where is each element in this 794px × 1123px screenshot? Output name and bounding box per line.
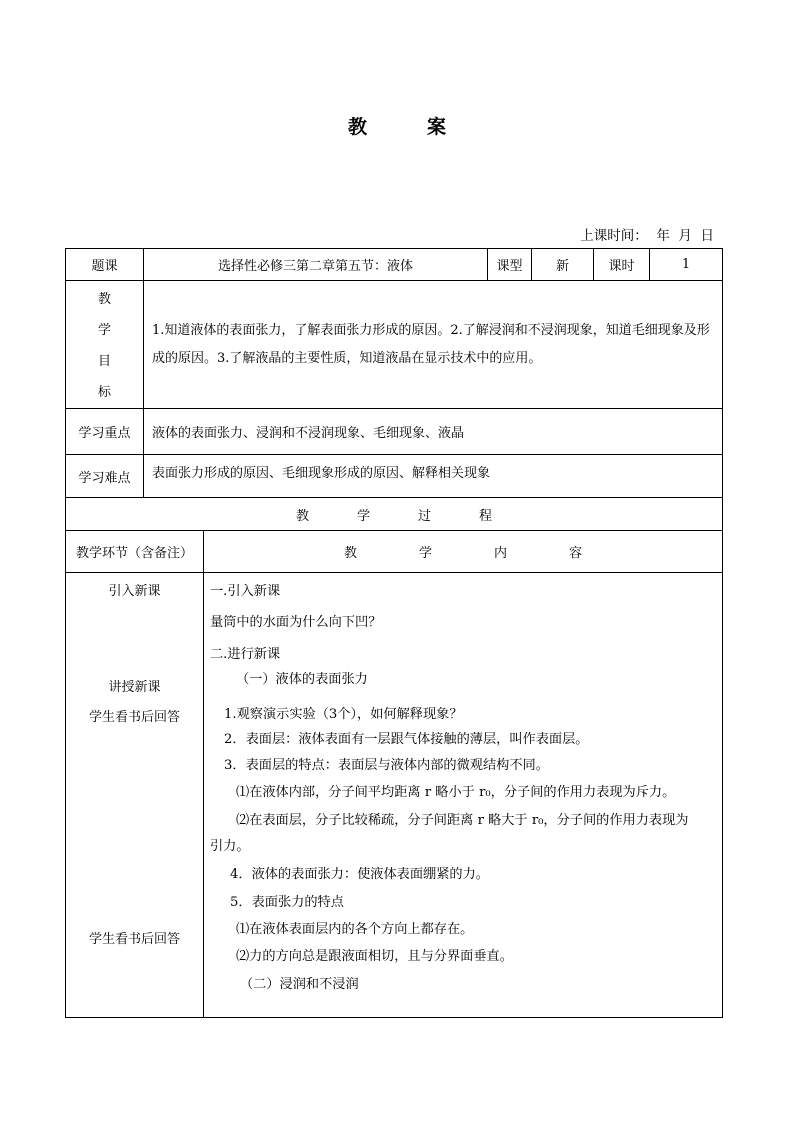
goals-label-char: 学 bbox=[97, 323, 111, 338]
topic-value-cell bbox=[143, 248, 488, 281]
type-value: 新 bbox=[555, 259, 569, 274]
hours-label: 课时 bbox=[608, 259, 635, 274]
content-line: （二）浸润和不浸润 bbox=[240, 977, 359, 992]
content-line: 1.观察演示实验（3个），如何解释现象？ bbox=[224, 707, 463, 722]
difficulties-text: 表面张力形成的原因、毛细现象形成的原因、解释相关现象 bbox=[152, 466, 491, 481]
difficulties-label: 学习难点 bbox=[78, 470, 131, 486]
content-line: 4．液体的表面张力：使液体表面绷紧的力。 bbox=[230, 867, 489, 882]
content-line: 量筒中的水面为什么向下凹？ bbox=[210, 615, 382, 630]
hours-label-cell bbox=[593, 248, 650, 281]
difficulties-text-cell bbox=[143, 454, 723, 498]
content-line: 二.进行新课 bbox=[210, 647, 281, 662]
content-line: 2．表面层：液体表面有一层跟气体接触的薄层，叫作表面层。 bbox=[224, 732, 589, 747]
type-value-cell bbox=[531, 248, 594, 281]
type-label: 课型 bbox=[496, 259, 523, 274]
topic-label-cell bbox=[65, 248, 144, 281]
type-label-cell bbox=[487, 248, 532, 281]
topic-label: 题课 bbox=[91, 259, 118, 274]
content-line: ⑴在液体内部，分子间平均距离 r 略小于 r₀，分子间的作用力表现为斥力。 bbox=[236, 785, 676, 800]
hours-value-cell bbox=[649, 248, 723, 281]
goals-text-cell bbox=[143, 280, 723, 409]
stage-note: 引入新课 bbox=[108, 584, 161, 599]
content-line: 引力。 bbox=[210, 839, 250, 854]
goals-label-char: 目 bbox=[97, 354, 111, 369]
key-points-text: 液体的表面张力、浸润和不浸润现象、毛细现象、液晶 bbox=[152, 426, 465, 441]
stage-notes-cell bbox=[65, 572, 204, 1018]
stage-header: 教学环节（含备注） bbox=[75, 546, 193, 561]
process-heading-cell bbox=[65, 497, 723, 531]
key-points-label: 学习重点 bbox=[78, 426, 131, 441]
content-line: ⑵在表面层，分子比较稀疏，分子间距离 r 略大于 r₀，分子间的作用力表现为 bbox=[236, 813, 689, 828]
goals-label-cell bbox=[65, 280, 144, 409]
class-date-line: 上课时间： 年 月 日 bbox=[580, 228, 714, 244]
content-line: ⑴在液体表面层内的各个方向上都存在。 bbox=[236, 922, 474, 937]
goals-text: 1.知道液体的表面张力，了解表面张力形成的原因。2.了解浸润和不浸润现象，知道毛细现象及形成的原因。3.了解液晶的主要性质，知道液晶在显示技术中的应用。 bbox=[152, 322, 710, 366]
page-title: 教案 bbox=[347, 116, 506, 138]
process-heading: 教学过程 bbox=[295, 508, 540, 524]
content-line: 5．表面张力的特点 bbox=[230, 895, 344, 910]
content-line: ⑵力的方向总是跟液面相切，且与分界面垂直。 bbox=[236, 949, 513, 964]
topic-value: 选择性必修三第二章第五节：液体 bbox=[217, 259, 413, 274]
content-header: 教学内容 bbox=[343, 546, 644, 561]
hours-value: 1 bbox=[681, 257, 691, 272]
stage-note: 学生看书后回答 bbox=[88, 710, 180, 725]
key-points-text-cell bbox=[143, 408, 723, 455]
content-header-cell bbox=[203, 530, 723, 573]
content-line: 一.引入新课 bbox=[210, 584, 281, 599]
content-line: （一）液体的表面张力 bbox=[236, 672, 368, 687]
stage-note: 讲授新课 bbox=[108, 680, 161, 695]
difficulties-label-cell bbox=[65, 454, 144, 498]
goals-label-char: 标 bbox=[97, 385, 111, 400]
content-line: 3．表面层的特点：表面层与液体内部的微观结构不同。 bbox=[224, 758, 549, 773]
goals-label-char: 教 bbox=[97, 292, 111, 307]
stage-note: 学生看书后回答 bbox=[88, 932, 180, 947]
stage-header-cell bbox=[65, 530, 204, 573]
key-points-label-cell bbox=[65, 408, 144, 455]
